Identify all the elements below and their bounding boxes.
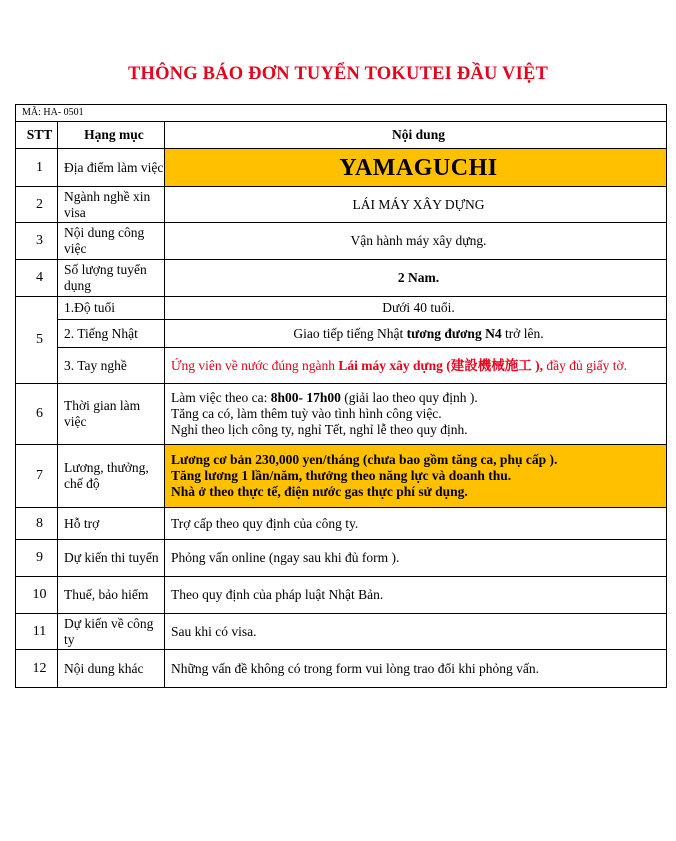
row-category: 3. Tay nghề [58,348,165,384]
table-row [16,260,667,297]
row-category: Số lượng tuyển dụng [58,260,165,297]
row-category: 1.Độ tuổi [58,297,165,320]
row-stt: 8 [16,508,58,540]
table-row [16,223,667,260]
tax-insurance-value: Theo quy định của pháp luật Nhật Bản. [165,577,667,614]
code-row [16,105,667,122]
row-stt: 3 [16,223,58,260]
table-row [16,348,667,384]
table-row [16,187,667,223]
table-row [16,540,667,577]
row-stt: 1 [16,149,58,187]
row-category: Hỗ trợ [58,508,165,540]
support-value: Trợ cấp theo quy định của công ty. [165,508,667,540]
table-row [16,508,667,540]
table-row [16,320,667,348]
header-content: Nội dung [165,122,667,149]
work-time-value: Làm việc theo ca: 8h00- 17h00 (giải lao theo quy định ). Tăng ca có, làm thêm tuỳ vào tình hình công việc. Nghỉ theo lịch công ty, nghỉ Tết, nghỉ lễ theo quy định. [165,384,667,445]
row-stt: 10 [16,577,58,614]
row-stt: 5 [16,297,58,384]
other-content-value: Những vấn đề không có trong form vui lòng trao đổi khi phỏng vấn. [165,650,667,688]
age-value: Dưới 40 tuổi. [165,297,667,320]
table-row [16,384,667,445]
row-stt: 11 [16,614,58,650]
table-row [16,577,667,614]
row-category: Thuế, bảo hiểm [58,577,165,614]
row-category: 2. Tiếng Nhật [58,320,165,348]
row-category: Nội dung khác [58,650,165,688]
row-category: Dự kiến thi tuyển [58,540,165,577]
work-location-value: YAMAGUCHI [165,149,667,187]
job-info-table [15,104,667,688]
header-category: Hạng mục [58,122,165,149]
page-title: THÔNG BÁO ĐƠN TUYỂN TOKUTEI ĐẦU VIỆT [127,64,549,84]
salary-value: Lương cơ bản 230,000 yen/tháng (chưa bao gồm tăng ca, phụ cấp ). Tăng lương 1 lần/năm, thưởng theo năng lực và doanh thu. Nhà ở theo thực tế, điện nước gas thực phí sử dụng. [165,445,667,508]
quantity-value: 2 Nam. [165,260,667,297]
row-category: Địa điểm làm việc [58,149,165,187]
header-row [16,122,667,149]
header-stt: STT [16,122,58,149]
row-category: Lương, thưởng, chế độ [58,445,165,508]
row-stt: 12 [16,650,58,688]
row-category: Ngành nghề xin visa [58,187,165,223]
table-row [16,445,667,508]
table-row [16,650,667,688]
japanese-value: Giao tiếp tiếng Nhật tương đương N4 trở lên. [165,320,667,348]
row-category: Nội dung công việc [58,223,165,260]
row-category: Dự kiến về công ty [58,614,165,650]
row-stt: 7 [16,445,58,508]
row-stt: 4 [16,260,58,297]
job-content-value: Vận hành máy xây dựng. [165,223,667,260]
skill-value: Ứng viên về nước đúng ngành Lái máy xây dựng (建設機械施工 ), đầy đủ giấy tờ. [165,348,667,384]
visa-field-value: LÁI MÁY XÂY DỰNG [165,187,667,223]
row-stt: 9 [16,540,58,577]
document-code: MÃ: HA- 0501 [16,105,667,122]
table-row [16,297,667,320]
company-arrival-value: Sau khi có visa. [165,614,667,650]
row-category: Thời gian làm việc [58,384,165,445]
table-row [16,614,667,650]
interview-value: Phỏng vấn online (ngay sau khi đủ form ). [165,540,667,577]
table-row [16,149,667,187]
row-stt: 6 [16,384,58,445]
row-stt: 2 [16,187,58,223]
